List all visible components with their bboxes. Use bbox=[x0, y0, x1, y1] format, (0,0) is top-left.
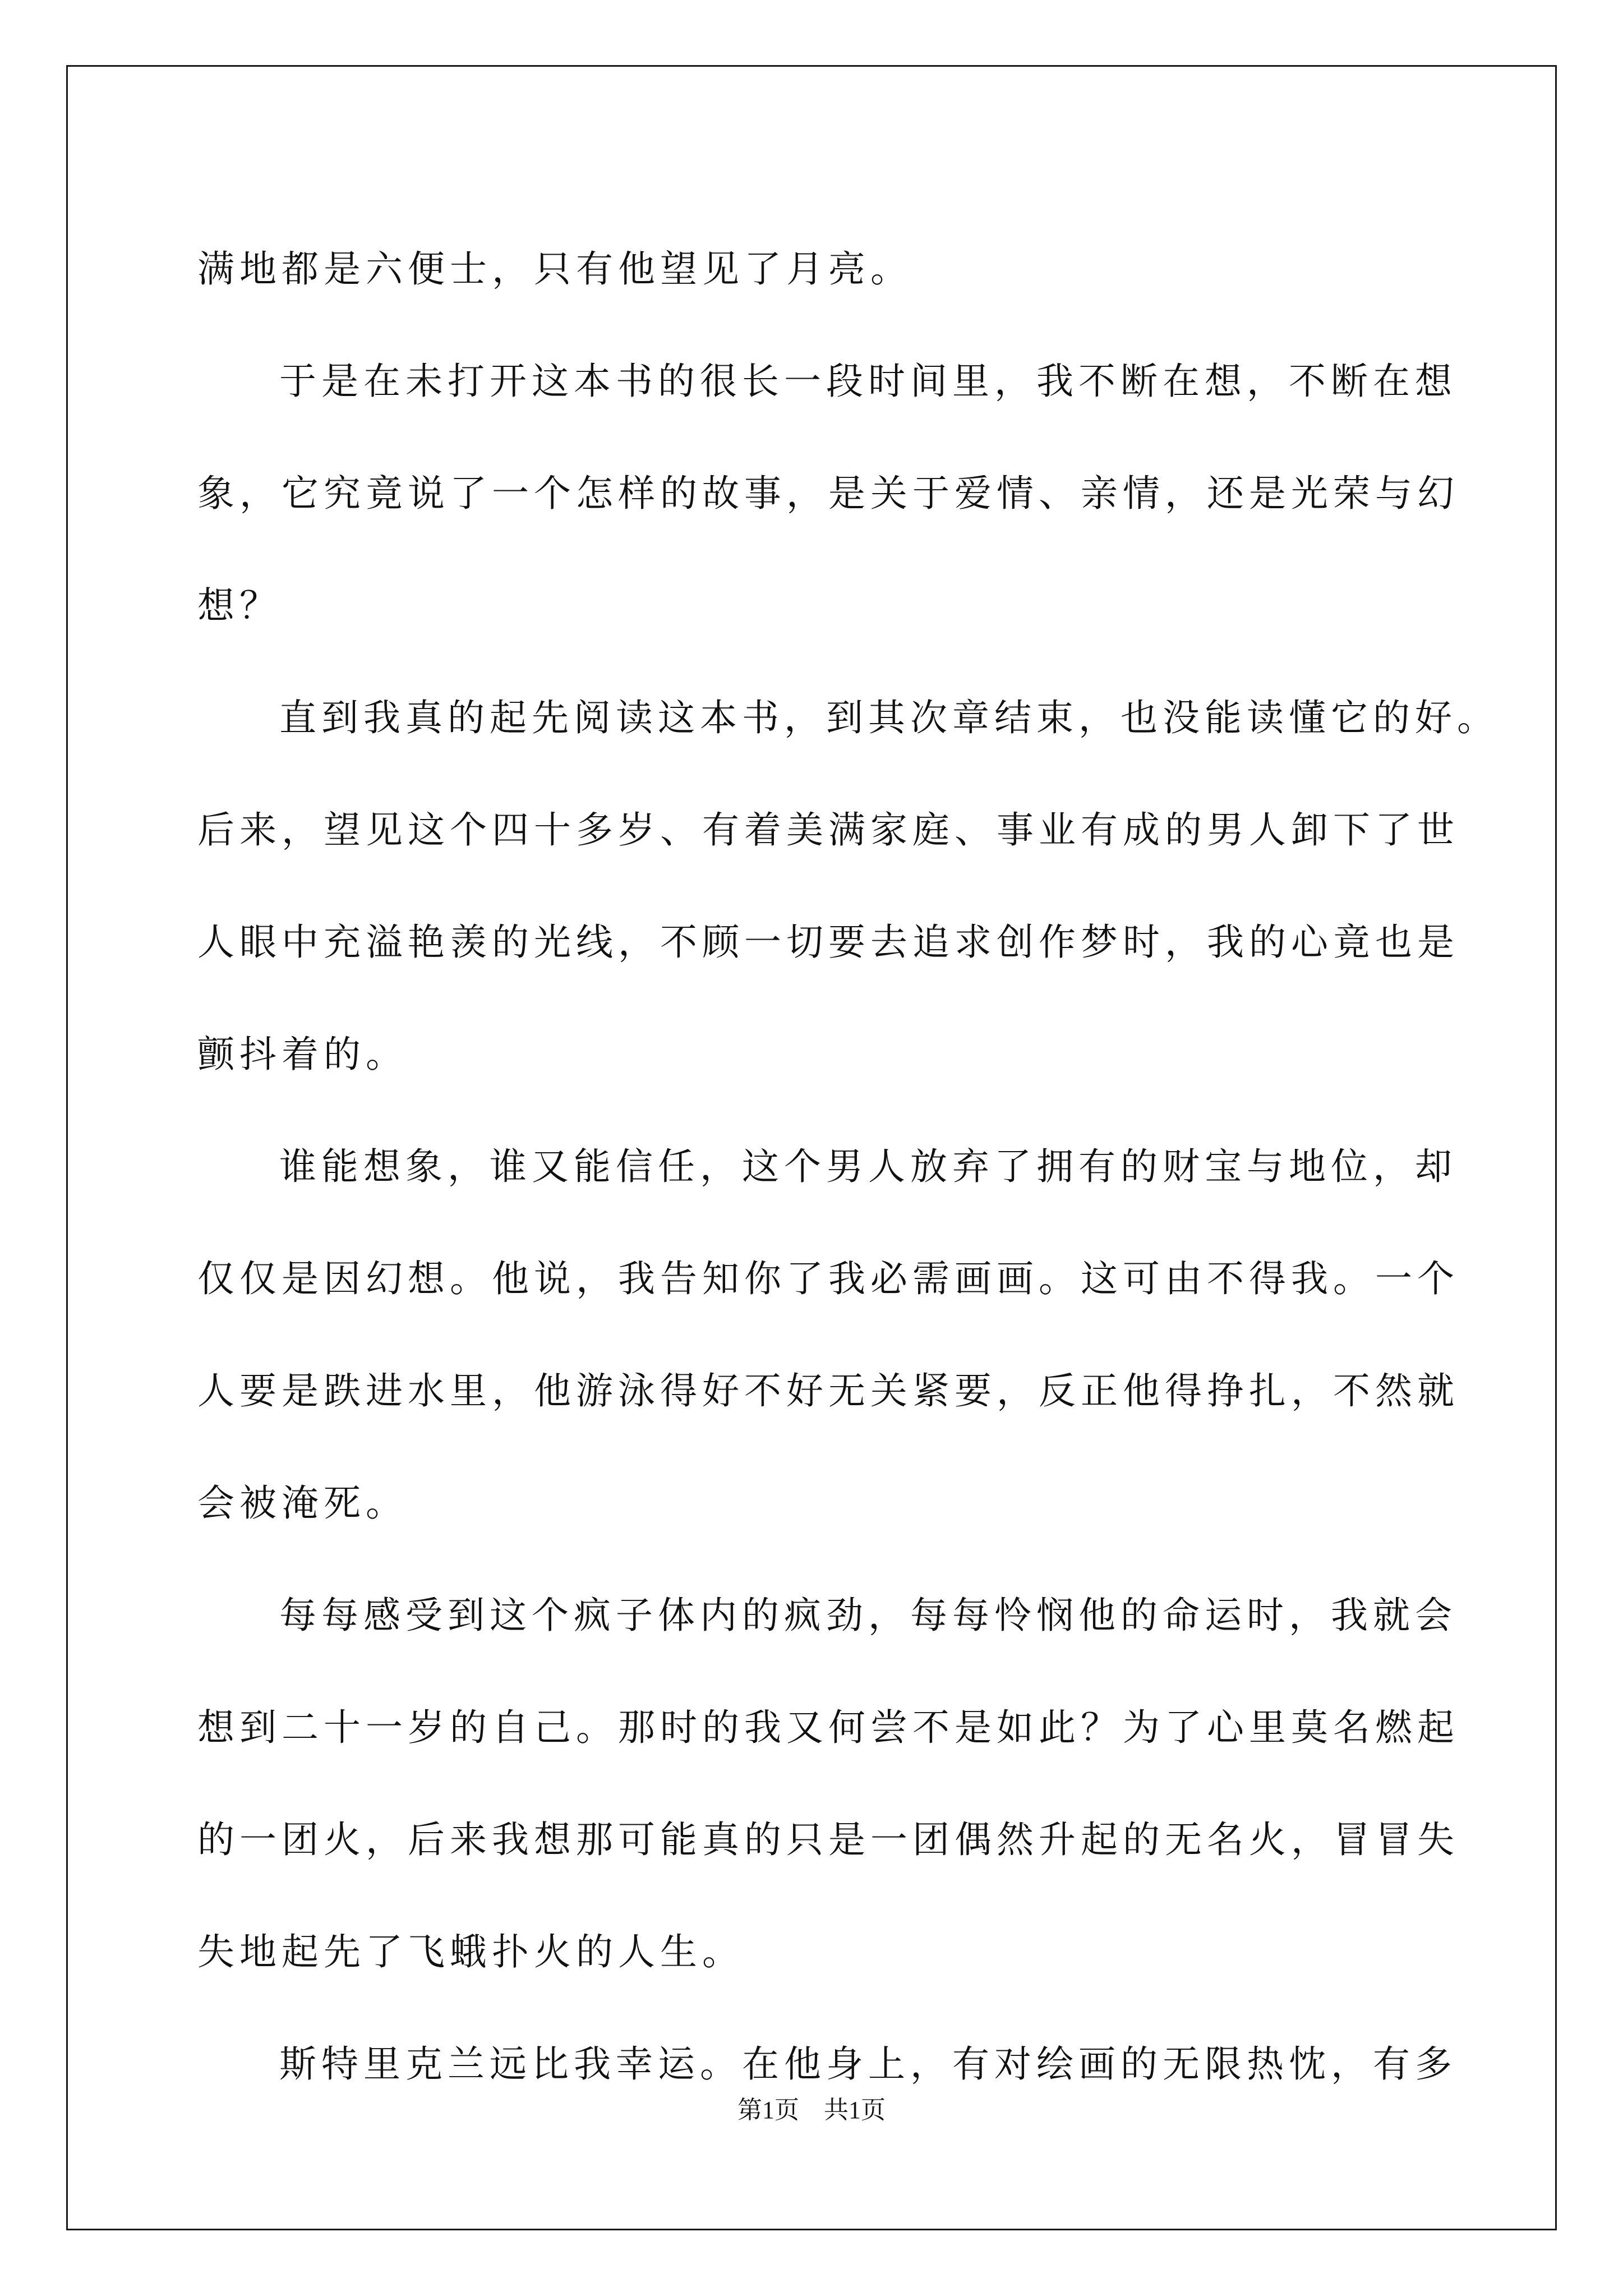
text-line: 颤抖着的。 bbox=[197, 1033, 408, 1076]
text-line: 斯特里克兰远比我幸运。在他身上，有对绘画的无限热忱，有多 bbox=[279, 2042, 1457, 2086]
text-line: 想？ bbox=[197, 584, 282, 627]
page-number-footer: 第1页 共1页 bbox=[737, 2096, 886, 2124]
document-body bbox=[197, 213, 1499, 2120]
text-line: 的一团火，后来我想那可能真的只是一团偶然升起的无名火，冒冒失 bbox=[197, 1818, 1459, 1861]
text-line: 仅仅是因幻想。他说，我告知你了我必需画画。这可由不得我。一个 bbox=[197, 1257, 1459, 1300]
text-line: 谁能想象，谁又能信任，这个男人放弃了拥有的财宝与地位，却 bbox=[279, 1145, 1457, 1188]
text-line: 象，它究竟说了一个怎样的故事，是关于爱情、亲情，还是光荣与幻 bbox=[197, 472, 1459, 515]
text-line: 满地都是六便士，只有他望见了月亮。 bbox=[197, 247, 912, 291]
text-line: 人眼中充溢艳羡的光线，不顾一切要去追求创作梦时，我的心竟也是 bbox=[197, 921, 1459, 964]
text-line: 直到我真的起先阅读这本书，到其次章结束，也没能读懂它的好。 bbox=[279, 696, 1499, 739]
text-line: 会被淹死。 bbox=[197, 1481, 408, 1525]
text-line: 每每感受到这个疯子体内的疯劲，每每怜悯他的命运时，我就会 bbox=[279, 1594, 1457, 1637]
text-line: 于是在未打开这本书的很长一段时间里，我不断在想，不断在想 bbox=[279, 360, 1457, 403]
text-line: 人要是跌进水里，他游泳得好不好无关紧要，反正他得挣扎，不然就 bbox=[197, 1369, 1459, 1412]
text-line: 失地起先了飞蛾扑火的人生。 bbox=[197, 1930, 744, 1973]
text-line: 想到二十一岁的自己。那时的我又何尝不是如此？为了心里莫名燃起 bbox=[197, 1706, 1459, 1749]
text-line: 后来，望见这个四十多岁、有着美满家庭、事业有成的男人卸下了世 bbox=[197, 808, 1459, 852]
